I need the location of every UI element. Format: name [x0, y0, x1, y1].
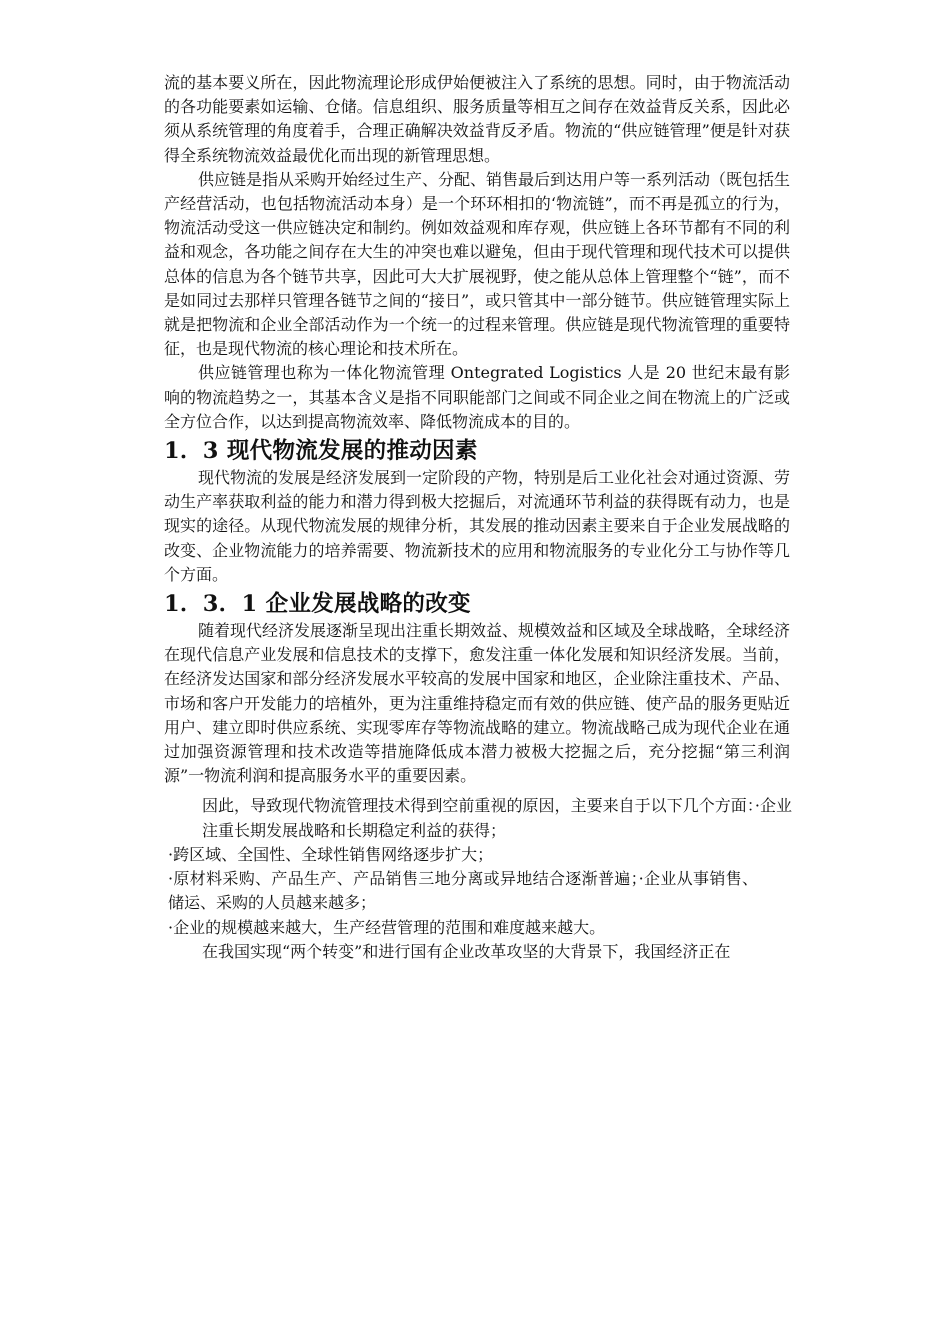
- document-page: [164, 71, 790, 964]
- paragraph-supply-chain-definition: 供应链是指从采购开始经过生产、分配、销售最后到达用户等一系列活动（既包括生产经营活动，也包括物流活动本身）是一个环环相扣的‘物流链”，而不再是孤立的行为，物流活动受这一供应链决定和制约。例如效益观和库存观，供应链上各环节都有不同的利益和观念，各功能之间存在大生的冲突也难以避兔，但由于现代管理和现代技术可以提供总体的信息为各个链节共享，因此可大大扩展视野，使之能从总体上管理整个“链”，而不是如同过去那样只管理各链节之间的“接日”，或只管其中一部分链节。供应链管理实际上就是把物流和企业全部活动作为一个统一的过程来管理。供应链是现代物流管理的重要特征，也是现代物流的核心理论和技术所在。: [164, 169, 791, 359]
- paragraph-reasons: 因此，导致现代物流管理技术得到空前重视的原因，主要来自于以下几个方面：·企业注重长期发展战略和长期稳定利益的获得；: [202, 796, 792, 840]
- bullet-sales-network: ·跨区域、全国性、全球性销售网络逐步扩大；: [168, 844, 494, 864]
- paragraph-system-thinking: 流的基本要义所在，因此物流理论形成伊始便被注入了系统的思想。同时，由于物流活动的各功能要素如运输、仓储。信息组织、服务质量等相互之间存在效益背反关系，因此必须从系统管理的角度着手，合理正确解决效益背反矛盾。物流的“供应链管理”便是针对获得全系统物流效益最优化而出现的新管理思想。: [164, 73, 790, 165]
- paragraph-integrated-logistics: 供应链管理也称为一体化物流管理 Ontegrated Logistics 人是 20 世纪末最有影响的物流趋势之一，其基本含义是指不同职能部门之间或不同企业之间在物流上的广泛或全方位合作，以达到提高物流效率、降低物流成本的目的。: [164, 363, 790, 431]
- paragraph-driving-factors: 现代物流的发展是经济发展到一定阶段的产物，特别是后工业化社会对通过资源、劳动生产率获取利益的能力和潜力得到极大挖掘后，对流通环节利益的获得既有动力，也是现实的途径。从现代物流发展的规律分析，其发展的推动因素主要来自于企业发展战略的改变、企业物流能力的培养需要、物流新技术的应用和物流服务的专业化分工与协作等几个方面。: [164, 468, 791, 584]
- section-heading-1-3-1: 1．3．1 企业发展战略的改变: [164, 591, 471, 618]
- bullet-separation-and-staff: ·原材料采购、产品生产、产品销售三地分离或异地结合逐渐普遍；·企业从事销售、储运、采购的人员越来越多；: [168, 869, 758, 913]
- section-heading-1-3: 1．3 现代物流发展的推动因素: [164, 438, 478, 465]
- bullet-enterprise-scale: ·企业的规模越来越大，生产经营管理的范围和难度越来越大。: [168, 917, 606, 937]
- paragraph-china-background: 在我国实现“两个转变”和进行国有企业改革攻坚的大背景下，我国经济正在: [202, 941, 731, 961]
- paragraph-strategy-change: 随着现代经济发展逐渐呈现出注重长期效益、规模效益和区域及全球战略，全球经济在现代信息产业发展和信息技术的支撑下，愈发注重一体化发展和知识经济发展。当前，在经济发达国家和部分经济发展水平较高的发展中国家和地区，企业除注重技术、产品、市场和客户开发能力的培植外，更为注重维持稳定而有效的供应链、使产品的服务更贴近用户、建立即时供应系统、实现零库存等物流战略的建立。物流战略己成为现代企业在通过加强资源管理和技术改造等措施降低成本潜力被极大挖掘之后，充分挖掘“第三利润源”一物流利润和提高服务水平的重要因素。: [164, 621, 791, 786]
